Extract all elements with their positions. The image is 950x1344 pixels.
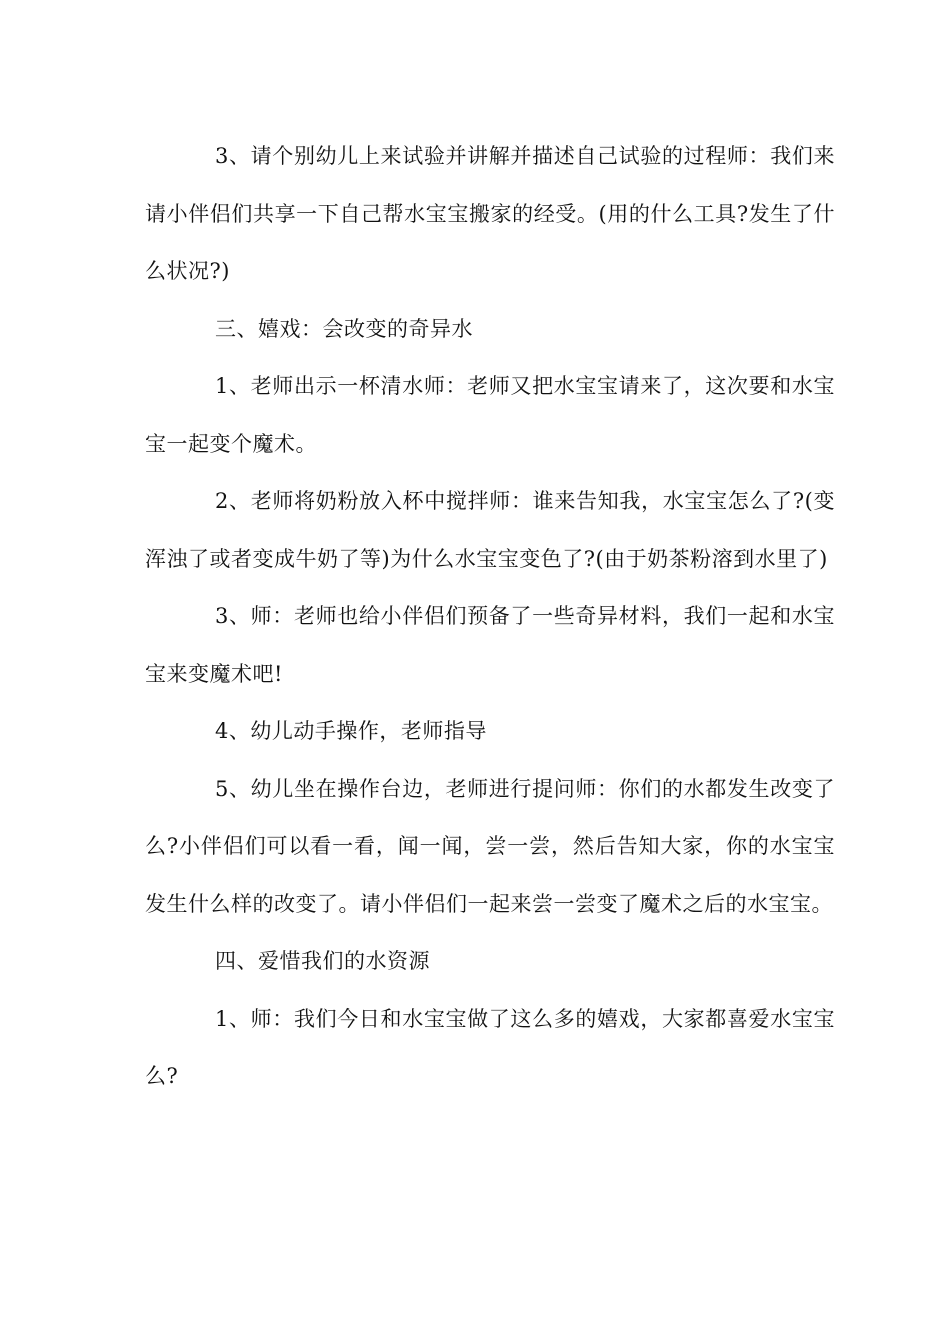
paragraph-step-1-love-water: 1、师：我们今日和水宝宝做了这么多的嬉戏，大家都喜爱水宝宝么? — [145, 1006, 835, 1088]
paragraph-step-4-operate: 4、幼儿动手操作，老师指导 — [215, 719, 487, 743]
section-heading-game: 三、嬉戏：会改变的奇异水 — [215, 316, 473, 341]
paragraph-step-3-materials: 3、师：老师也给小伴侣们预备了一些奇异材料，我们一起和水宝宝来变魔术吧! — [145, 604, 835, 686]
paragraph-step-3-experiment: 3、请个别幼儿上来试验并讲解并描述自己试验的过程师：我们来请小伴侣们共享一下自己帮水宝宝搬家的经受。(用的什么工具?发生了什么状况?) — [145, 144, 835, 283]
paragraph-step-1-water: 1、老师出示一杯清水师：老师又把水宝宝请来了，这次要和水宝宝一起变个魔术。 — [145, 374, 835, 456]
section-heading-water-resources: 四、爱惜我们的水资源 — [215, 949, 430, 973]
paragraph-step-2-milk: 2、老师将奶粉放入杯中搅拌师：谁来告知我，水宝宝怎么了?(变浑浊了或者变成牛奶了等)为什么水宝宝变色了?(由于奶茶粉溶到水里了) — [145, 489, 835, 571]
document-body — [145, 128, 835, 1106]
paragraph-step-5-question: 5、幼儿坐在操作台边，老师进行提问师：你们的水都发生改变了么?小伴侣们可以看一看，闻一闻，尝一尝，然后告知大家，你的水宝宝发生什么样的改变了。请小伴侣们一起来尝一尝变了魔术之后的水宝宝。 — [145, 776, 835, 916]
